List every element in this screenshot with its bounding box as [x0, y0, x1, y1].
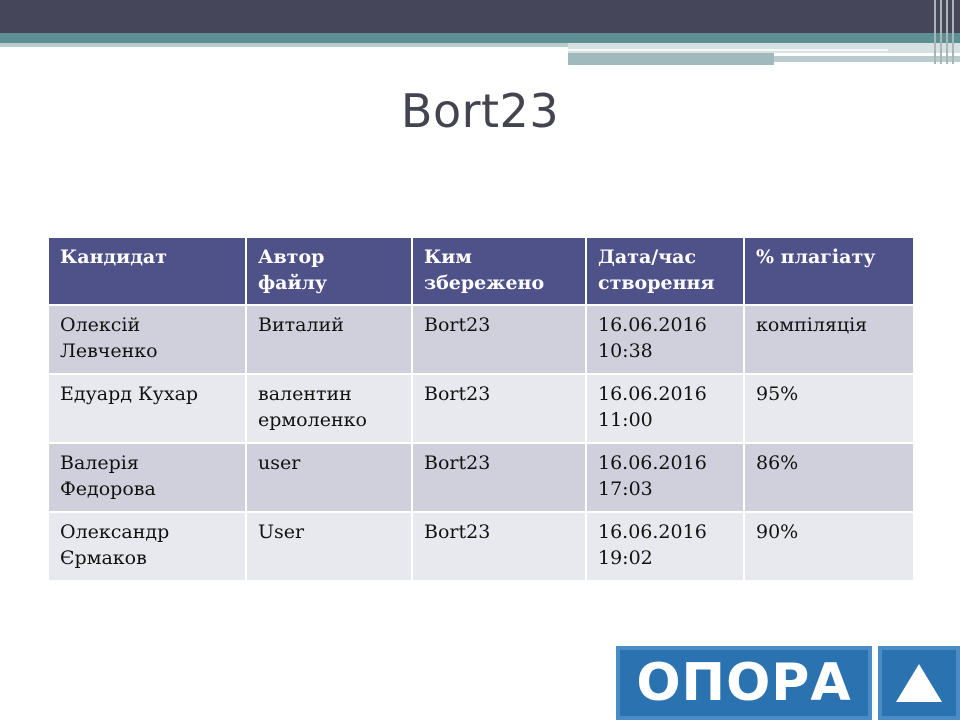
cell-line: Bort23 [424, 521, 491, 543]
cell-file-author [246, 305, 412, 374]
top-banner-stripe [568, 53, 774, 65]
top-banner-stripe [0, 43, 568, 47]
cell-saved-by [412, 443, 586, 512]
edge-stripe [952, 0, 954, 64]
cell-line: 16.06.2016 [598, 314, 707, 336]
header-line: Кандидат [60, 246, 168, 268]
header-line: файлу [258, 272, 328, 294]
cell-line: валентин [258, 383, 352, 405]
cell-line: Олексій [60, 314, 141, 336]
cell-line: 95% [756, 383, 799, 405]
cell-line: 86% [756, 452, 799, 474]
cell-plagiarism-percent [744, 443, 914, 512]
cell-line: Валерія [60, 452, 139, 474]
cell-line: Bort23 [424, 383, 491, 405]
table-row [48, 512, 914, 581]
cell-line: 11:00 [598, 409, 653, 431]
cell-line: Bort23 [424, 452, 491, 474]
cell-created-datetime [586, 512, 744, 581]
cell-line: компіляція [756, 314, 868, 336]
slide-title: Bort23 [400, 84, 560, 138]
header-file-author [246, 237, 412, 305]
cell-candidate [48, 512, 246, 581]
top-banner-stripe [568, 43, 960, 53]
top-banner-stripe [568, 49, 888, 51]
header-line: Ким [424, 246, 472, 268]
plagiarism-table [47, 236, 915, 582]
cell-line: Олександр [60, 521, 170, 543]
cell-created-datetime [586, 305, 744, 374]
triangle-icon [892, 660, 946, 706]
table-header-row [48, 237, 914, 305]
table-row [48, 443, 914, 512]
cell-line: Едуард Кухар [60, 383, 199, 405]
cell-created-datetime [586, 443, 744, 512]
cell-line: ермоленко [258, 409, 367, 431]
cell-line: Федорова [60, 478, 156, 500]
table-row [48, 374, 914, 443]
cell-line: User [258, 521, 305, 543]
top-banner [0, 0, 960, 33]
cell-file-author [246, 443, 412, 512]
header-line: Дата/час [598, 246, 697, 268]
header-line: створення [598, 272, 715, 294]
table-row [48, 305, 914, 374]
cell-line: 90% [756, 521, 799, 543]
edge-stripe [940, 0, 942, 64]
cell-candidate [48, 443, 246, 512]
header-saved-by [412, 237, 586, 305]
cell-line: 16.06.2016 [598, 383, 707, 405]
cell-candidate [48, 374, 246, 443]
cell-plagiarism-percent [744, 374, 914, 443]
header-created-datetime [586, 237, 744, 305]
cell-line: user [258, 452, 301, 474]
cell-saved-by [412, 305, 586, 374]
edge-stripe [946, 0, 948, 64]
header-line: % плагіату [756, 246, 876, 268]
edge-stripe [934, 0, 936, 64]
cell-candidate [48, 305, 246, 374]
logo-mark [878, 646, 960, 720]
cell-line: 16.06.2016 [598, 521, 707, 543]
cell-plagiarism-percent [744, 512, 914, 581]
cell-line: Єрмаков [60, 547, 147, 569]
cell-file-author [246, 512, 412, 581]
opora-logo [616, 646, 960, 720]
cell-line: Виталий [258, 314, 344, 336]
cell-plagiarism-percent [744, 305, 914, 374]
header-line: збережено [424, 272, 545, 294]
cell-saved-by [412, 374, 586, 443]
header-plagiarism-percent [744, 237, 914, 305]
cell-created-datetime [586, 374, 744, 443]
cell-line: 19:02 [598, 547, 653, 569]
cell-line: Bort23 [424, 314, 491, 336]
cell-file-author [246, 374, 412, 443]
logo-text: ОПОРА [616, 646, 872, 720]
cell-line: Левченко [60, 340, 158, 362]
top-banner-stripe [0, 33, 960, 43]
cell-line: 16.06.2016 [598, 452, 707, 474]
cell-line: 10:38 [598, 340, 653, 362]
cell-saved-by [412, 512, 586, 581]
header-candidate [48, 237, 246, 305]
header-line: Автор [258, 246, 325, 268]
cell-line: 17:03 [598, 478, 653, 500]
top-banner-stripe [774, 56, 960, 62]
